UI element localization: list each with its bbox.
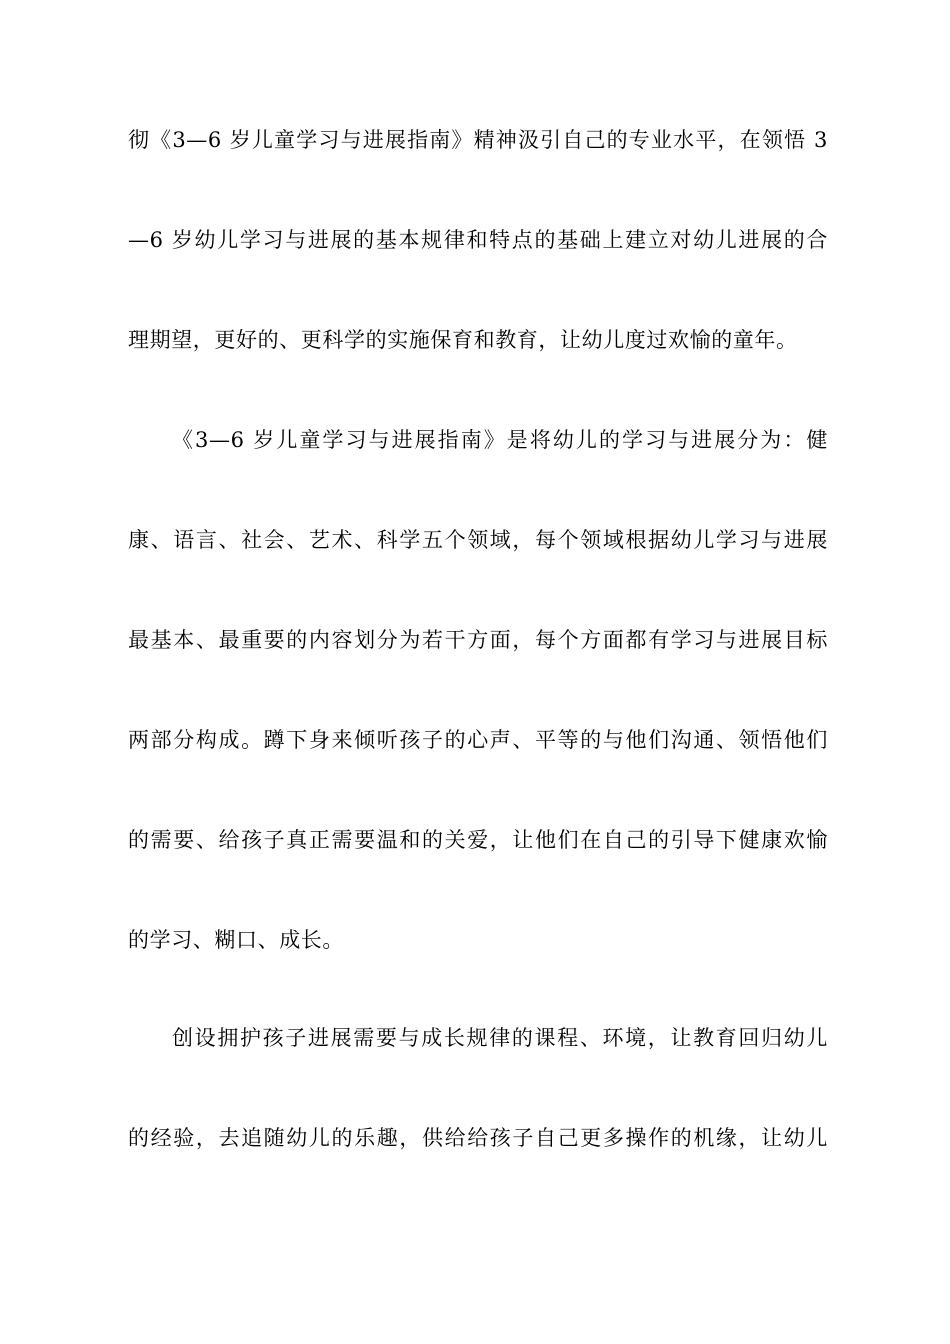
paragraph-1-line-2: —6 岁幼儿学习与进展的基本规律和特点的基础上建立对幼儿进展的合: [128, 228, 828, 252]
paragraph-1-line-1: 彻《3—6 岁儿童学习与进展指南》精神汲引自己的专业水平，在领悟 3: [128, 128, 828, 152]
paragraph-2-line-2: 康、语言、社会、艺术、科学五个领域，每个领域根据幼儿学习与进展: [128, 528, 828, 552]
paragraph-2-line-1: 《3—6 岁儿童学习与进展指南》是将幼儿的学习与进展分为：健: [172, 428, 828, 452]
paragraph-2-line-4: 两部分构成。蹲下身来倾听孩子的心声、平等的与他们沟通、领悟他们: [128, 728, 828, 752]
paragraph-2-line-6: 的学习、糊口、成长。: [128, 928, 344, 952]
paragraph-2-line-5: 的需要、给孩子真正需要温和的关爱，让他们在自己的引导下健康欢愉: [128, 828, 828, 852]
paragraph-2-line-3: 最基本、最重要的内容划分为若干方面，每个方面都有学习与进展目标: [128, 628, 828, 652]
paragraph-3-line-2: 的经验，去追随幼儿的乐趣，供给给孩子自己更多操作的机缘，让幼儿: [128, 1126, 828, 1150]
paragraph-1-line-3: 理期望，更好的、更科学的实施保育和教育，让幼儿度过欢愉的童年。: [128, 328, 798, 352]
paragraph-3-line-1: 创设拥护孩子进展需要与成长规律的课程、环境，让教育回归幼儿: [172, 1026, 828, 1050]
